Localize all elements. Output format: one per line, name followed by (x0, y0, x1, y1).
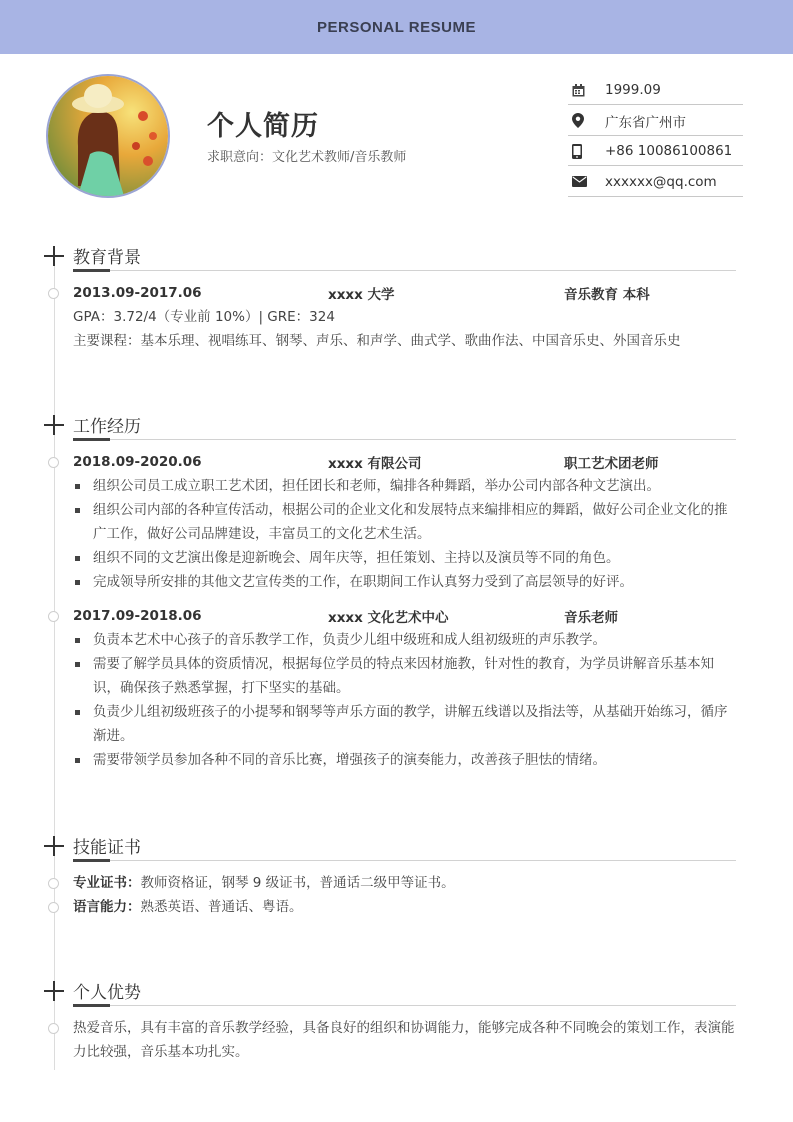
skill-value: 熟悉英语、普通话、粤语。 (140, 899, 303, 915)
banner-title: PERSONAL RESUME (317, 18, 476, 36)
avatar (46, 74, 170, 198)
divider (73, 439, 736, 440)
section-title: 技能证书 (73, 838, 141, 858)
skill-certificates (73, 871, 738, 895)
list-item: 组织不同的文艺演出像是迎新晚会、周年庆等，担任策划、主持以及演员等不同的角色。 (73, 546, 738, 570)
section-title: 教育背景 (73, 248, 141, 268)
work-entry (73, 450, 738, 594)
plus-icon (44, 246, 64, 266)
timeline-dot (48, 902, 59, 913)
skill-label: 语言能力： (73, 899, 141, 915)
education-entry (73, 281, 738, 353)
calendar-icon (568, 84, 605, 97)
education-section (44, 243, 744, 353)
timeline-dot (48, 611, 59, 622)
resume-name: 个人简历 (207, 111, 319, 142)
avatar-photo-icon (48, 76, 168, 196)
phone-icon (568, 144, 605, 159)
section-title: 工作经历 (73, 417, 141, 437)
duty-list (73, 628, 738, 772)
top-banner (0, 0, 793, 54)
entry-header (73, 604, 738, 628)
skill-languages (73, 895, 738, 919)
contact-value: 1999.09 (605, 82, 661, 98)
entry-header (73, 281, 738, 305)
timeline-dot (48, 1023, 59, 1034)
skill-label: 专业证书： (73, 875, 141, 891)
strengths-entry (73, 1016, 738, 1064)
list-item: 需要了解学员具体的资质情况，根据每位学员的特点来因材施教，针对性的教育，为学员讲解音乐基本知识，确保孩子熟悉掌握，打下坚实的基础。 (73, 652, 738, 700)
work-entry (73, 604, 738, 772)
timeline-dot (48, 288, 59, 299)
strengths-section (44, 978, 744, 1064)
work-section (44, 412, 744, 772)
contact-value: +86 10086100861 (605, 143, 733, 159)
list-item: 需要带领学员参加各种不同的音乐比赛，增强孩子的演奏能力，改善孩子胆怯的情绪。 (73, 748, 738, 772)
plus-icon (44, 415, 64, 435)
list-item: 负责少儿组初级班孩子的小提琴和钢琴等声乐方面的教学，讲解五线谱以及指法等，从基础开始练习，循序渐进。 (73, 700, 738, 748)
entry-date: 2013.09-2017.06 (73, 285, 202, 301)
section-header (44, 243, 744, 271)
contact-phone (568, 137, 743, 166)
skills-section (44, 833, 744, 919)
list-item: 完成领导所安排的其他文艺宣传类的工作，在职期间工作认真努力受到了高层领导的好评。 (73, 570, 738, 594)
divider-accent (73, 438, 110, 441)
skill-value: 教师资格证，钢琴 9 级证书，普通话二级甲等证书。 (140, 875, 455, 891)
divider-accent (73, 1004, 110, 1007)
plus-icon (44, 981, 64, 1001)
divider (73, 270, 736, 271)
contact-email (568, 168, 743, 197)
entry-header (73, 450, 738, 474)
contact-location (568, 107, 743, 136)
section-title: 个人优势 (73, 983, 141, 1003)
entry-date: 2017.09-2018.06 (73, 608, 202, 624)
contact-birth (568, 76, 743, 105)
divider (73, 860, 736, 861)
strengths-text: 热爱音乐，具有丰富的音乐教学经验，具备良好的组织和协调能力，能够完成各种不同晚会的策划工作，表演能力比较强，音乐基本功扎实。 (73, 1020, 735, 1060)
list-item: 组织公司内部的各种宣传活动，根据公司的企业文化和发展特点来编排相应的舞蹈，做好公司企业文化的推广工作，做好公司品牌建设，丰富员工的文化艺术生活。 (73, 498, 738, 546)
entry-role: 职工艺术团老师 (564, 456, 659, 472)
gpa-line: GPA：3.72/4（专业前 10%）| GRE：324 (73, 309, 335, 325)
entry-org: xxxx 大学 (328, 287, 395, 303)
divider-accent (73, 269, 110, 272)
job-intent: 求职意向：文化艺术教师/音乐教师 (207, 150, 407, 165)
section-header (44, 978, 744, 1006)
skills-entry (73, 871, 738, 919)
divider (73, 1005, 736, 1006)
timeline-dot (48, 878, 59, 889)
divider-accent (73, 859, 110, 862)
courses-line: 主要课程：基本乐理、视唱练耳、钢琴、声乐、和声学、曲式学、歌曲作法、中国音乐史、外国音乐史 (73, 333, 681, 349)
section-header (44, 412, 744, 440)
entry-role: 音乐老师 (564, 610, 618, 626)
entry-date: 2018.09-2020.06 (73, 454, 202, 470)
entry-role: 音乐教育 本科 (564, 287, 650, 303)
plus-icon (44, 836, 64, 856)
list-item: 组织公司员工成立职工艺术团，担任团长和老师，编排各种舞蹈，举办公司内部各种文艺演出。 (73, 474, 738, 498)
list-item: 负责本艺术中心孩子的音乐教学工作，负责少儿组中级班和成人组初级班的声乐教学。 (73, 628, 738, 652)
timeline-dot (48, 457, 59, 468)
entry-org: xxxx 有限公司 (328, 456, 422, 472)
contact-value: xxxxxx@qq.com (605, 173, 717, 190)
entry-org: xxxx 文化艺术中心 (328, 610, 449, 626)
section-header (44, 833, 744, 861)
duty-list (73, 474, 738, 594)
contact-value: 广东省广州市 (605, 114, 686, 131)
contact-info (568, 76, 743, 198)
location-pin-icon (568, 113, 605, 128)
email-icon (568, 176, 605, 187)
